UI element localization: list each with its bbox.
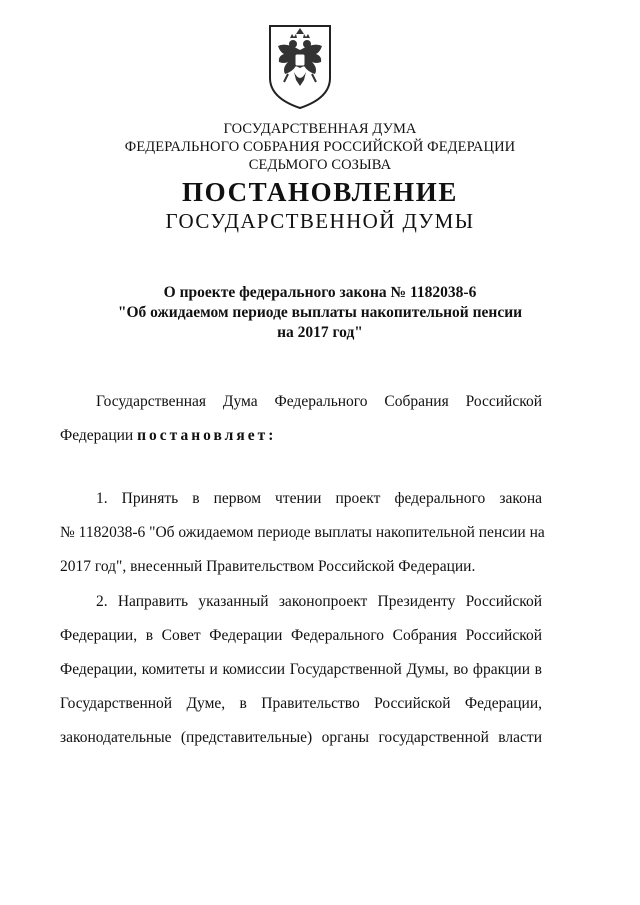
subject-line-2: "Об ожидаемом периоде выплаты накопительной пенсии (117, 304, 523, 321)
subject-line-3: на 2017 год" (277, 324, 363, 341)
russian-coat-of-arms-icon (266, 22, 334, 110)
paragraph-2 (60, 585, 542, 755)
org-name-line-2: ФЕДЕРАЛЬНОГО СОБРАНИЯ РОССИЙСКОЙ ФЕДЕРАЦИИ (124, 139, 516, 155)
paragraph-2-line-3: Федерации, комитеты и комиссии Государственной Думы, во фракции в (60, 661, 542, 678)
preamble-line-2-start: Федерации (60, 427, 138, 444)
convocation-line: СЕДЬМОГО СОЗЫВА (248, 157, 392, 173)
resolves-keyword: постановляет: (137, 427, 277, 444)
preamble-line-1: Государственная Дума Федерального Собрания Российской (96, 393, 542, 410)
paragraph-1 (60, 482, 545, 584)
document-subtitle: ГОСУДАРСТВЕННОЙ ДУМЫ (165, 209, 475, 233)
paragraph-2-line-4: Государственной Думе, в Правительство Российской Федерации, (60, 695, 542, 712)
preamble-line-2 (60, 419, 542, 453)
paragraph-2-line-2: Федерации, в Совет Федерации Федерального Собрания Российской (60, 627, 542, 644)
org-name-line-1: ГОСУДАРСТВЕННАЯ ДУМА (223, 121, 417, 137)
paragraph-2-line-5: законодательные (представительные) органы государственной власти (60, 729, 542, 746)
subject-line-1: О проекте федерального закона № 1182038-6 (163, 284, 477, 301)
paragraph-2-line-1: 2. Направить указанный законопроект Президенту Российской (96, 593, 542, 610)
preamble (60, 385, 542, 453)
document-title: ПОСТАНОВЛЕНИЕ (182, 177, 458, 207)
paragraph-1-line-1: 1. Принять в первом чтении проект федерального закона (96, 490, 542, 507)
paragraph-1-line-3: 2017 год", внесенный Правительством Российской Федерации. (60, 558, 476, 575)
paragraph-1-line-2: № 1182038-6 "Об ожидаемом периоде выплаты накопительной пенсии на (60, 524, 545, 541)
